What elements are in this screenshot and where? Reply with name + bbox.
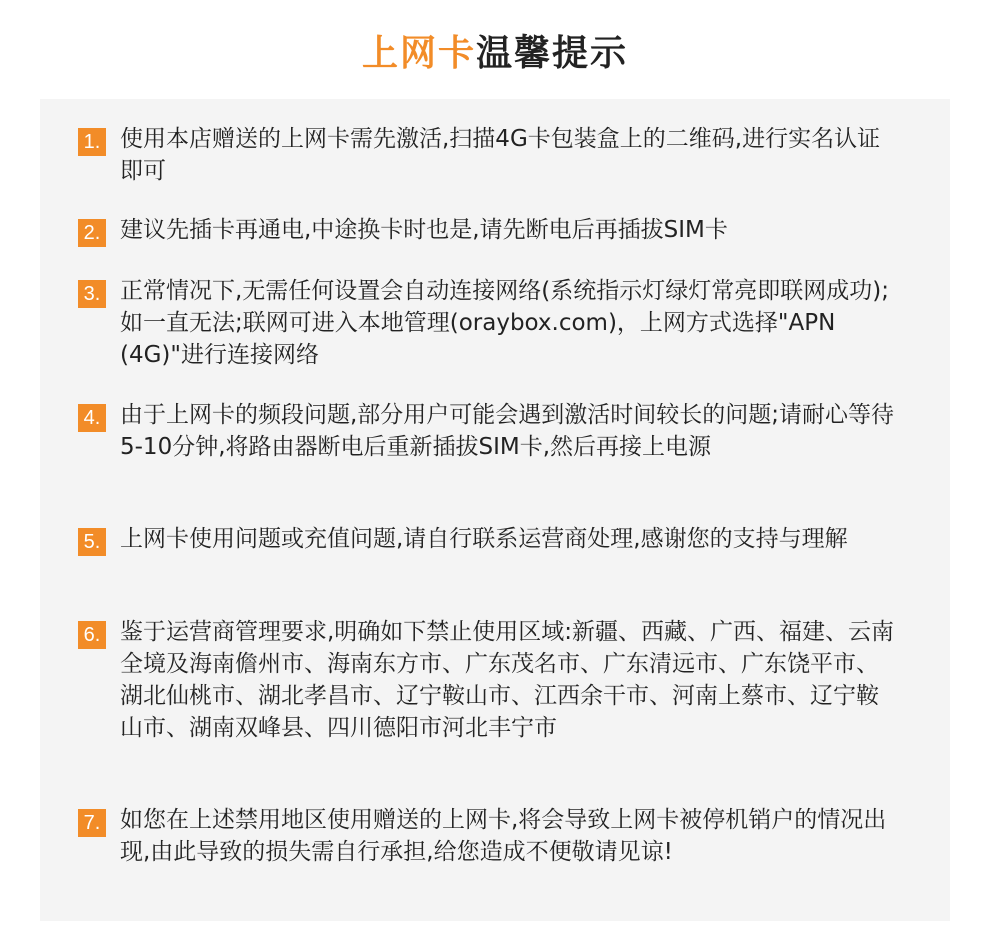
item-text: 正常情况下,无需任何设置会自动连接网络(系统指示灯绿灯常亮即联网成功);如一直无法;联网可进入本地管理(oraybox.com)，上网方式选择"APN (4G)"进行连接网络	[120, 278, 890, 368]
notice-item-5	[78, 523, 898, 556]
item-number-badge: 7.	[78, 809, 106, 837]
item-number-badge: 6.	[78, 621, 106, 649]
item-text: 建议先插卡再通电,中途换卡时也是,请先断电后再插拔SIM卡	[120, 217, 728, 243]
item-text: 鉴于运营商管理要求,明确如下禁止使用区域:新疆、西藏、广西、福建、云南全境及海南儋州市、海南东方市、广东茂名市、广东清远市、广东饶平市、湖北仙桃市、湖北孝昌市、辽宁鞍山市、江西余干市、河南上蔡市、辽宁鞍山市、湖南双峰县、四川德阳市河北丰宁市	[120, 619, 895, 741]
notice-item-4	[78, 399, 898, 463]
item-number-badge: 5.	[78, 528, 106, 556]
notice-panel	[40, 99, 950, 921]
item-number-badge: 1.	[78, 128, 106, 156]
item-text: 上网卡使用问题或充值问题,请自行联系运营商处理,感谢您的支持与理解	[120, 526, 848, 552]
item-text: 如您在上述禁用地区使用赠送的上网卡,将会导致上网卡被停机销户的情况出现,由此导致的损失需自行承担,给您造成不便敬请见谅!	[120, 807, 887, 865]
notice-item-2	[78, 214, 898, 247]
notice-item-6	[78, 616, 898, 744]
item-text: 使用本店赠送的上网卡需先激活,扫描4G卡包装盒上的二维码,进行实名认证即可	[120, 126, 881, 184]
notice-item-3	[78, 275, 898, 371]
notice-item-7	[78, 804, 898, 868]
page-title	[0, 28, 990, 80]
title-accent: 上网卡	[361, 33, 476, 74]
item-number-badge: 3.	[78, 280, 106, 308]
item-text: 由于上网卡的频段问题,部分用户可能会遇到激活时间较长的问题;请耐心等待5-10分钟,将路由器断电后重新插拔SIM卡,然后再接上电源	[120, 402, 895, 460]
item-number-badge: 4.	[78, 404, 106, 432]
item-number-badge: 2.	[78, 219, 106, 247]
title-rest: 温馨提示	[476, 33, 629, 74]
notice-item-1	[78, 123, 898, 187]
